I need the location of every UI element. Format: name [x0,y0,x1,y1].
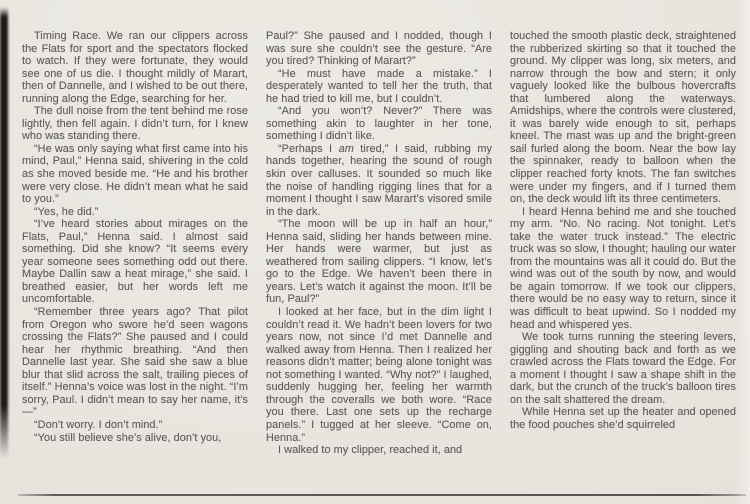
text-run: “Perhaps I [278,142,339,155]
paragraph [266,306,492,444]
paragraph [22,432,248,445]
text-column-3 [510,30,736,492]
paragraph [266,68,492,106]
paragraph [22,306,248,419]
page-binding-shadow [0,7,8,459]
text-run: “Don’t worry. I don’t mind.” [34,418,163,431]
text-run: tired,” I said, rubbing my hands together, hearing the sound of rough skin over calluses. It sounded so much like the noise of handling rigging lines that for a moment I thought I saw Marart’s visored smile in the dark. [266,142,492,218]
text-run: I heard Henna behind me and she touched my arm. “No. No racing. Not tonight. Let’s take the water truck instead.” The electric truck was so slow, I thought; hauling our water from the mountains was all it could do. But the wind was out of the south by now, and would be again tomorrow. If we took our clippers, there would be no easy way to return, since it was difficult to beat upwind. So I nodded my head and whispered yes. [510,205,736,331]
text-run: “And you won’t? Never?” There was something akin to laughter in her tone, something I didn’t like. [266,105,492,143]
text-run: “Yes, he did.” [34,205,99,218]
text-run: Timing Race. We ran our clippers across the Flats for sport and the spectators flocked to watch. If they were fortunate, they would see one of us die. I thought mildly of Marart, then of Dannelle, and I wished to be out there, running along the Edge, searching for her. [22,30,248,105]
page-edge-shade [736,0,750,504]
text-run: Paul?” She paused and I nodded, though I was sure she couldn’t see the gesture. “Are you tired? Thinking of Marart?” [266,30,492,68]
paragraph [510,206,736,331]
paragraph [266,105,492,143]
text-run: The dull noise from the tent behind me rose lightly, then fell again. I didn’t turn, for I knew who was standing there. [22,105,248,143]
paragraph [22,105,248,143]
paragraph [510,331,736,406]
paragraph [22,30,248,105]
text-column-1 [22,30,248,492]
paragraph [266,30,492,68]
text-run: “He was only saying what first came into his mind, Paul,” Henna said, shivering in the cold as she moved beside me. “He and his brother were very close. He didn’t mean what he said to you.” [22,142,248,206]
text-column-2 [266,30,492,492]
paragraph [510,30,736,206]
text-run: “He must have made a mistake.” I desperately wanted to tell her the truth, that he had tried to kill me, but I couldn’t. [266,67,492,105]
text-run: “Remember three years ago? That pilot from Oregon who swore he’d seen wagons crossing the Flats?” She paused and I could hear her rhythmic breathing. “And then Dannelle last year. She said she saw a blue blur that slid across the salt, trailing pieces of itself.” Henna’s voice was lost in the night. “I’m sorry, Paul. I didn’t mean to say her name, it’s—” [22,306,248,419]
paragraph [22,143,248,206]
paragraph [510,406,736,431]
text-run: While Henna set up the heater and opened the food pouches she’d squirreled [510,406,736,431]
paragraph [266,143,492,218]
italic-text-run: am [338,142,354,155]
paragraph [22,206,248,219]
paragraph [266,444,492,457]
text-run: I looked at her face, but in the dim light I couldn’t read it. We hadn’t been lovers for two years now, not since I’d met Dannelle and walked away from Henna. Then I realized her reasons didn’t matter; being alone tonight was not something I wanted. “Why not?” I laughed, suddenly hugging her, feeling her warmth through the coveralls we both wore. “Race you there. Last one sets up the recharge panels.” I tugged at her sleeve. “Come on, Henna.” [266,306,492,444]
text-run: “The moon will be up in half an hour,” Henna said, sliding her hands between mine. Her hands were warmer, but just as weathered from sailing clippers. “I know, let’s go to the Edge. We haven’t been there in years. Let’s watch it against the moon. It’ll be fun, Paul?” [266,218,492,306]
paragraph [266,218,492,306]
text-run: We took turns running the steering levers, giggling and shouting back and forth as we crawled across the Flats toward the Edge. For a moment I thought I saw a shape shift in the dark, but the crunch of the truck’s balloon tires on the salt shattered the dream. [510,331,736,406]
text-run: “I’ve heard stories about mirages on the Flats, Paul,” Henna said. I almost said something. Did she know? “It seems every year someone sees something odd out there. Maybe Dallin saw a heat mirage,” she said. I breathed easier, but her words left me uncomfortable. [22,218,248,306]
text-columns [22,30,736,492]
paragraph [22,218,248,306]
footer-rule [18,494,746,496]
paragraph [22,419,248,432]
text-run: I walked to my clipper, reached it, and [278,444,463,457]
text-run: “You still believe she’s alive, don’t you, [34,431,222,444]
text-run: touched the smooth plastic deck, straightened the rubberized skirting so that it touched the ground. My clipper was long, six meters, and narrow through the bow and stern; it only vaguely looked like the bulbous hovercrafts that lumbered along the waterways. Amidships, where the controls were clustered, it was barely wide enough to sit, perhaps kneel. The mast was up and the bright-green sail furled along the boom. Near the bow lay the spinnaker, ready to balloon when the clipper reached forty knots. The fan switches were under my fingers, and if I turned them on, the deck would lift its three centimeters. [510,30,736,206]
